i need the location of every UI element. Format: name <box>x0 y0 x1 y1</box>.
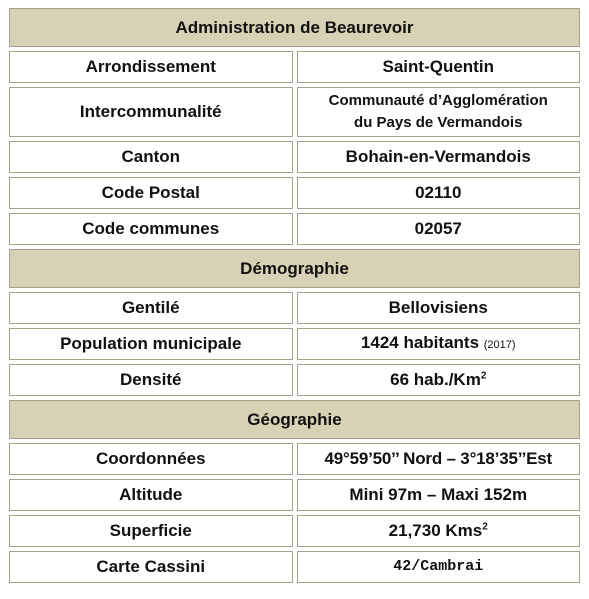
row-densite <box>9 364 580 396</box>
commune-infobox <box>5 4 584 587</box>
label-code-communes: Code communes <box>9 213 293 245</box>
section-header-demographie: Démographie <box>9 249 580 288</box>
label-densite: Densité <box>9 364 293 396</box>
row-canton <box>9 141 580 173</box>
row-code-communes <box>9 213 580 245</box>
row-intercommunalite <box>9 87 580 137</box>
value-superficie <box>297 515 581 547</box>
value-coordonnees: 49°59’50’’ Nord – 3°18’35’’Est <box>297 443 581 475</box>
value-population <box>297 328 581 360</box>
label-canton: Canton <box>9 141 293 173</box>
row-superficie <box>9 515 580 547</box>
superficie-exponent: 2 <box>482 521 488 533</box>
row-code-postal <box>9 177 580 209</box>
label-code-postal: Code Postal <box>9 177 293 209</box>
population-year: (2017) <box>483 339 516 351</box>
value-carte-cassini: 42/Cambrai <box>297 551 581 583</box>
superficie-value: 21,730 Kms <box>388 521 483 540</box>
label-superficie: Superficie <box>9 515 293 547</box>
label-intercommunalite: Intercommunalité <box>9 87 293 137</box>
value-canton: Bohain-en-Vermandois <box>297 141 581 173</box>
value-altitude: Mini 97m – Maxi 152m <box>297 479 581 511</box>
label-coordonnees: Coordonnées <box>9 443 293 475</box>
label-altitude: Altitude <box>9 479 293 511</box>
section-header-administration: Administration de Beaurevoir <box>9 8 580 47</box>
densite-exponent: 2 <box>480 370 487 382</box>
value-densite <box>297 364 581 396</box>
row-arrondissement <box>9 51 580 83</box>
value-code-postal: 02110 <box>297 177 581 209</box>
value-intercommunalite-line1: Communauté d’Agglomération <box>328 92 548 109</box>
label-gentile: Gentilé <box>9 292 293 324</box>
value-intercommunalite <box>297 87 581 137</box>
label-arrondissement: Arrondissement <box>9 51 293 83</box>
label-carte-cassini: Carte Cassini <box>9 551 293 583</box>
row-population <box>9 328 580 360</box>
row-carte-cassini <box>9 551 580 583</box>
row-coordonnees <box>9 443 580 475</box>
row-altitude <box>9 479 580 511</box>
value-code-communes: 02057 <box>297 213 581 245</box>
value-gentile: Bellovisiens <box>297 292 581 324</box>
densite-value: 66 hab./Km <box>390 370 481 389</box>
row-gentile <box>9 292 580 324</box>
value-arrondissement: Saint-Quentin <box>297 51 581 83</box>
population-count: 1424 habitants <box>360 333 480 352</box>
section-header-geographie: Géographie <box>9 400 580 439</box>
label-population: Population municipale <box>9 328 293 360</box>
value-intercommunalite-line2: du Pays de Vermandois <box>354 114 523 131</box>
